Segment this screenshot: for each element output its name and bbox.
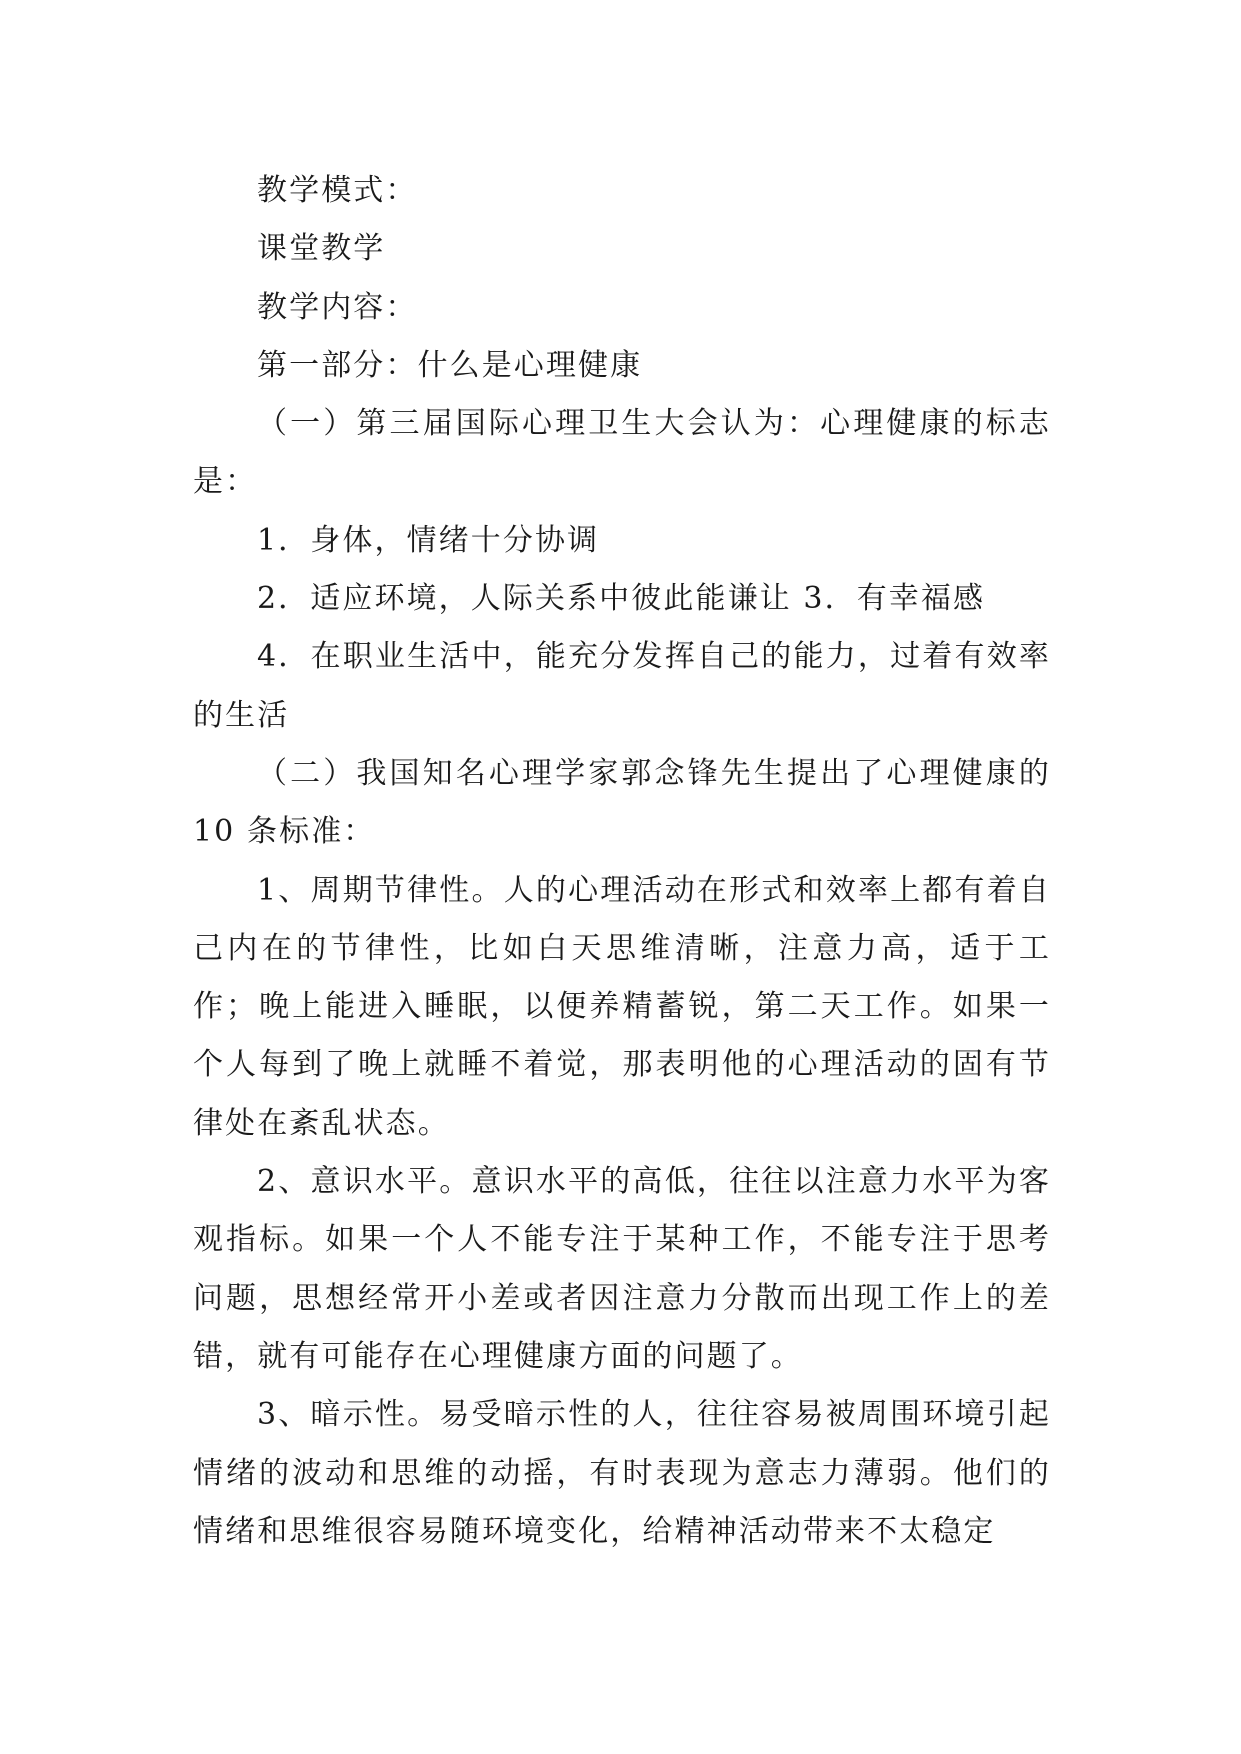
paragraph-section-two-intro: （二）我国知名心理学家郭念锋先生提出了心理健康的10 条标准： [193,755,1051,850]
paragraph-standard-3: 3、暗示性。易受暗示性的人，往往容易被周围环境引起情绪的波动和思维的动摇，有时表现为意志力薄弱。他们的情绪和思维很容易随环境变化，给精神活动带来不太稳定 [193,1397,1051,1549]
paragraph-teaching-mode-value: 课堂教学 [257,231,386,267]
document-body [193,162,1051,1561]
paragraph-part-one-title: 第一部分：什么是心理健康 [257,347,643,383]
paragraph-item-4: 4．在职业生活中，能充分发挥自己的能力，过着有效率的生活 [193,639,1051,733]
paragraph-item-1: 1．身体，情绪十分协调 [257,522,600,558]
paragraph-standard-1: 1、周期节律性。人的心理活动在形式和效率上都有着自己内在的节律性，比如白天思维清晰，注意力高，适于工作；晚上能进入睡眠，以便养精蓄锐，第二天工作。如果一个人每到了晚上就睡不着觉，那表明他的心理活动的固有节律处在紊乱状态。 [193,872,1051,1141]
paragraph-teaching-mode-heading: 教学模式： [257,173,418,208]
paragraph-section-one-intro: （一）第三届国际心理卫生大会认为：心理健康的标志是： [193,406,1051,500]
paragraph-standard-2: 2、意识水平。意识水平的高低，往往以注意力水平为客观指标。如果一个人不能专注于某种工作，不能专注于思考问题，思想经常开小差或者因注意力分散而出现工作上的差错，就有可能存在心理健康方面的问题了。 [193,1164,1051,1374]
paragraph-item-2-3: 2．适应环境，人际关系中彼此能谦让 3．有幸福感 [257,581,986,617]
paragraph-teaching-content-heading: 教学内容： [257,289,418,325]
